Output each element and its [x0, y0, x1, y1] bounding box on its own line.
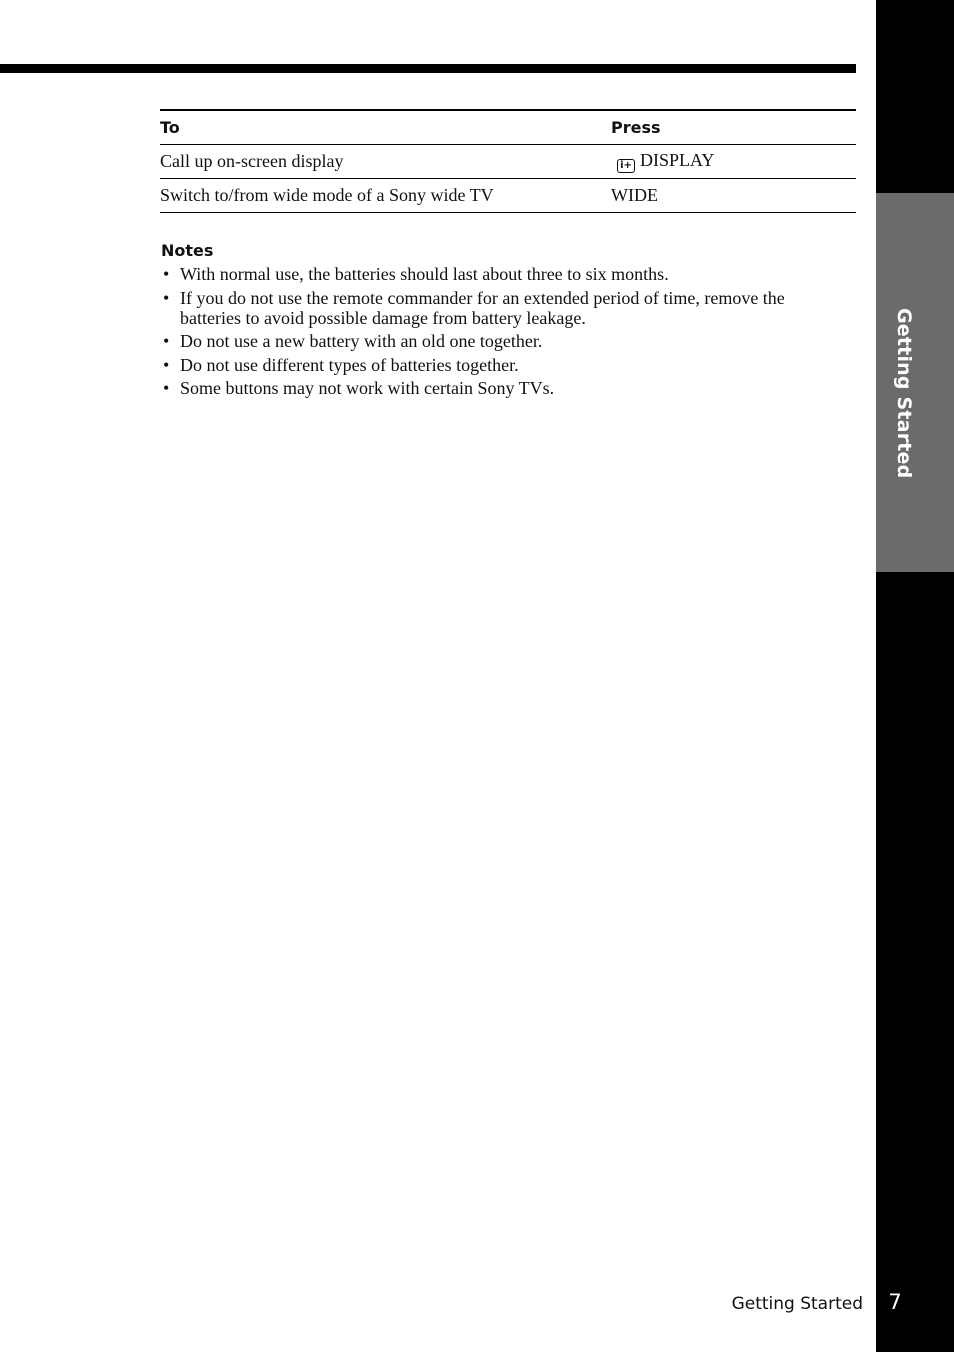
info-plus-icon: i+ [617, 159, 635, 173]
bullet-icon: • [163, 264, 170, 284]
footer-section-title: Getting Started [731, 1294, 863, 1314]
bullet-icon: • [163, 287, 170, 308]
table-cell-press [611, 145, 856, 179]
note-text: If you do not use the remote commander for an extended period of time, remove the batteries to avoid possible damage from battery leakage. [180, 287, 785, 328]
table-cell-to: Call up on-screen display [160, 151, 344, 171]
note-text: With normal use, the batteries should last about three to six months. [180, 264, 669, 284]
list-item [161, 264, 841, 284]
bullet-icon: • [163, 378, 170, 398]
notes-heading: Notes [161, 241, 214, 260]
list-item [161, 378, 841, 398]
page-number: 7 [888, 1290, 902, 1314]
column-header-press: Press [611, 118, 661, 137]
section-tab-label: Getting Started [893, 308, 915, 479]
bullet-icon: • [163, 354, 170, 375]
note-text: Do not use a new battery with an old one together. [180, 331, 543, 351]
notes-list [161, 264, 841, 402]
table-row [160, 145, 856, 179]
table-cell-press: WIDE [611, 185, 658, 205]
bullet-icon: • [163, 331, 170, 351]
list-item [161, 288, 841, 328]
operations-table [160, 109, 856, 213]
table-cell-to: Switch to/from wide mode of a Sony wide TV [160, 185, 494, 205]
column-header-to: To [160, 118, 180, 137]
table-row [160, 179, 856, 213]
list-item [161, 355, 841, 375]
top-rule [0, 64, 856, 73]
section-tab [876, 193, 954, 572]
note-text: Some buttons may not work with certain Sony TVs. [180, 378, 555, 398]
note-text: Do not use different types of batteries together. [180, 354, 519, 375]
list-item [161, 331, 841, 351]
press-label: DISPLAY [640, 150, 715, 170]
table-header-row [160, 110, 856, 145]
